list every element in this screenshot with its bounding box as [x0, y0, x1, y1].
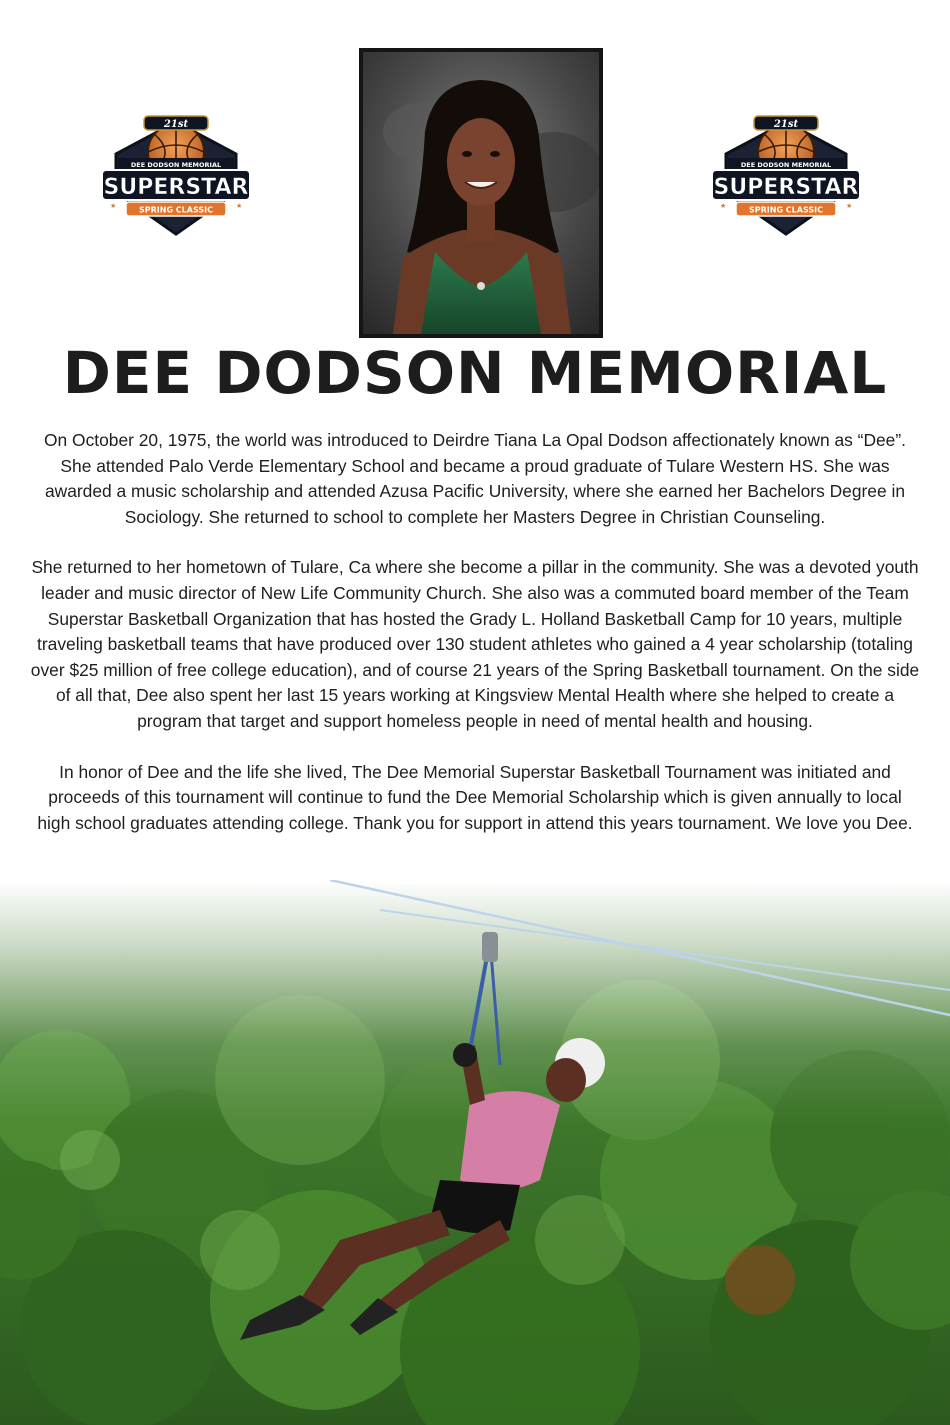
portrait-photo	[359, 48, 603, 338]
superstar-logo-graphic	[96, 108, 256, 240]
svg-text:21st: 21st	[773, 119, 799, 130]
biography	[30, 428, 920, 861]
svg-text:SPRING CLASSIC: SPRING CLASSIC	[749, 205, 823, 215]
svg-text:SUPERSTAR: SUPERSTAR	[713, 175, 859, 200]
bio-paragraph-1: On October 20, 1975, the world was introduced to Deirdre Tiana La Opal Dodson affectionately known as “Dee”. She attended Palo Verde Elementary School and became a proud graduate of Tulare Western HS. She was awarded a music scholarship and attended Azusa Pacific University, where she earned her Bachelors Degree in Sociology. She returned to school to complete her Masters Degree in Christian Counseling.	[44, 430, 906, 527]
superstar-logo-graphic	[706, 108, 866, 240]
svg-text:★: ★	[236, 203, 243, 210]
svg-text:★: ★	[846, 203, 853, 210]
svg-text:SPRING CLASSIC: SPRING CLASSIC	[139, 205, 213, 215]
zipline-image	[0, 880, 950, 1425]
svg-text:DEE DODSON MEMORIAL: DEE DODSON MEMORIAL	[130, 161, 222, 169]
svg-text:★: ★	[720, 203, 727, 210]
superstar-logo-left	[96, 108, 256, 240]
page-title: DEE DODSON MEMORIAL	[62, 339, 888, 407]
superstar-logo-right	[706, 108, 866, 240]
svg-text:21st: 21st	[163, 119, 189, 130]
bio-paragraph-2: She returned to her hometown of Tulare, Ca where she become a pillar in the community. She was a devoted youth leader and music director of New Life Community Church. She also was a commuted board member of the Team Superstar Basketball Organization that has hosted the Grady L. Holland Basketball Camp for 10 years, multiple traveling basketball teams that have produced over 130 student athletes who gained a 4 year scholarship (totaling over $25 million of free college education), and of course 21 years of the Spring Basketball tournament. On the side of all that, Dee also spent her last 15 years working at Kingsview Mental Health where she helped to create a program that target and support homeless people in need of mental health and housing.	[30, 557, 920, 731]
zipline-photo	[0, 880, 950, 1425]
bio-paragraph-3: In honor of Dee and the life she lived, The Dee Memorial Superstar Basketball Tournament was initiated and proceeds of this tournament will continue to fund the Dee Memorial Scholarship which is given annually to local high school graduates attending college. Thank you for support in attend this years tournament. We love you Dee.	[37, 761, 913, 833]
svg-text:SUPERSTAR: SUPERSTAR	[103, 175, 249, 200]
portrait-image	[363, 52, 599, 334]
svg-text:DEE DODSON MEMORIAL: DEE DODSON MEMORIAL	[740, 161, 832, 169]
svg-text:★: ★	[110, 203, 117, 210]
